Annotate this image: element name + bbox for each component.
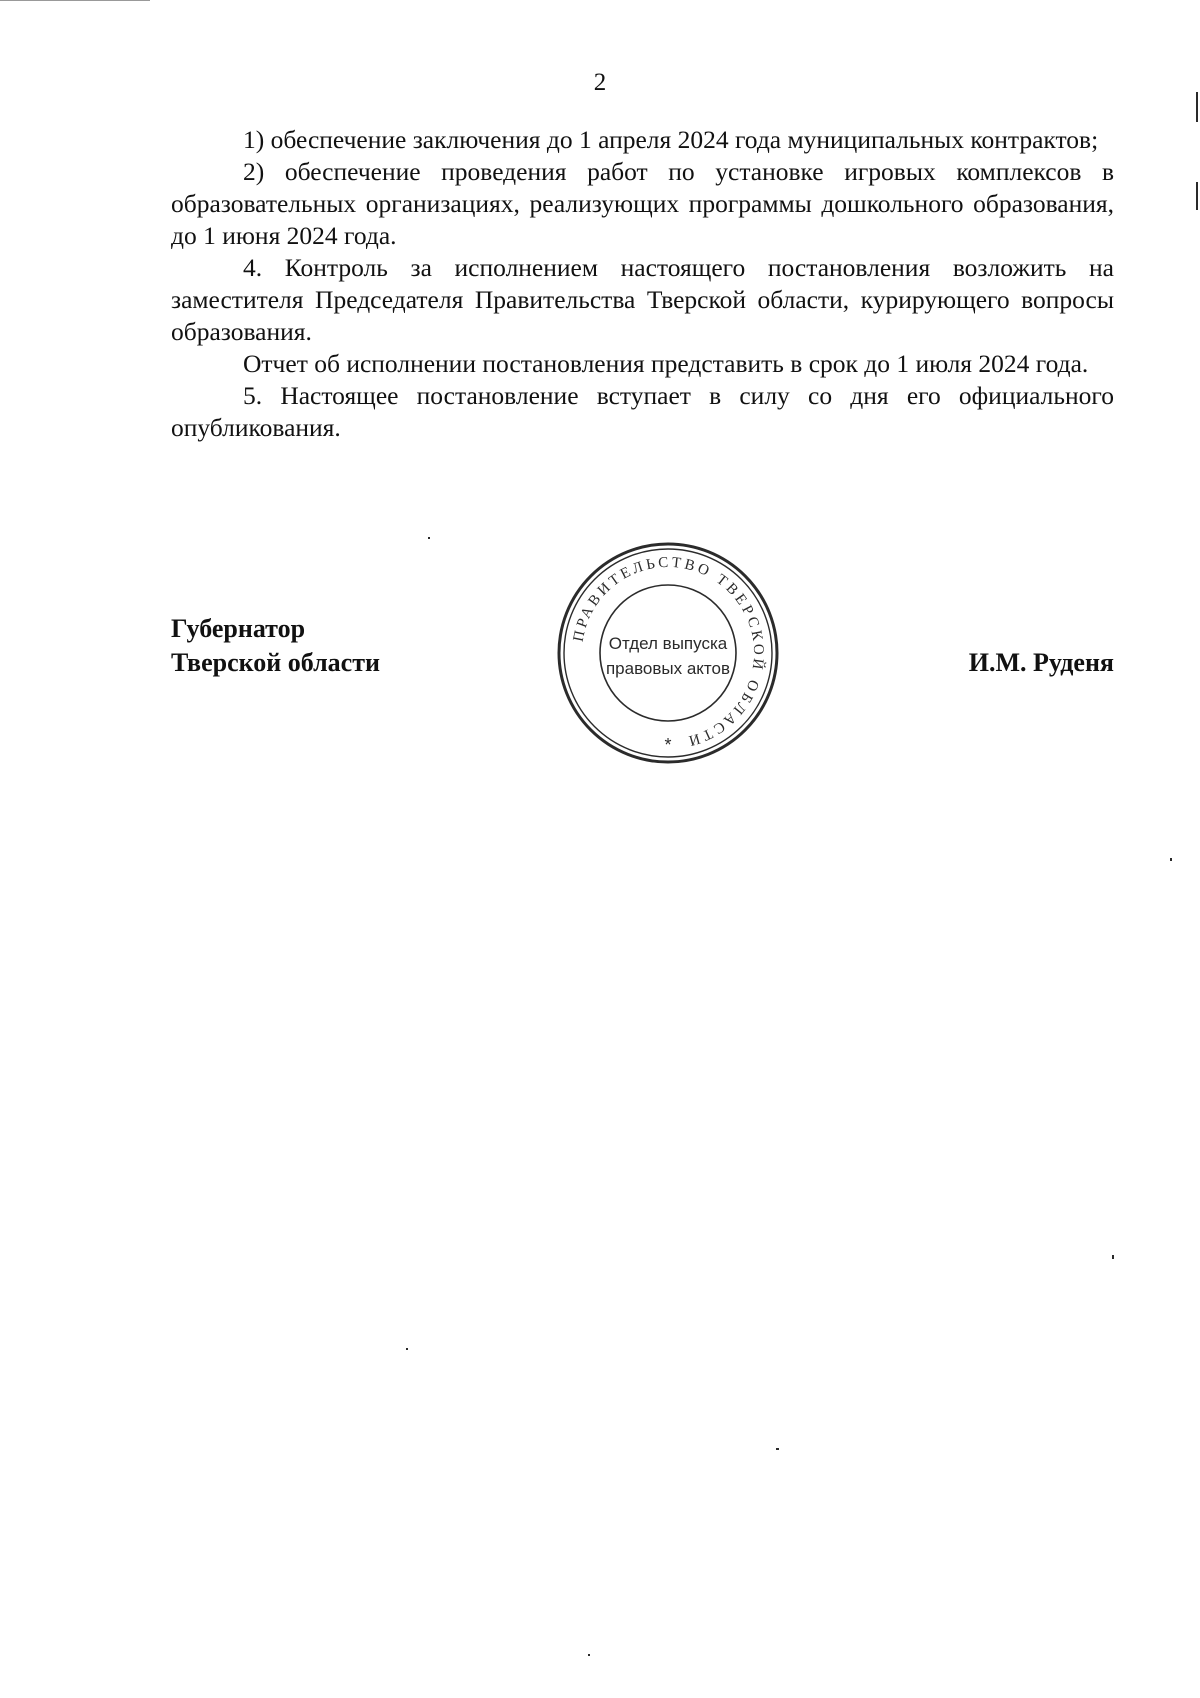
stamp-center-line1: Отдел выпуска	[608, 634, 728, 653]
scan-edge-mark	[1196, 92, 1198, 122]
paragraph-effective-date: 5. Настоящее постановление вступает в силу со дня его официального опубликования.	[171, 381, 1114, 442]
scan-dot	[776, 1448, 779, 1450]
stamp-center-line2: правовых актов	[605, 659, 731, 678]
paragraph-item-2: 2) обеспечение проведения работ по установке игровых комплексов в образовательных организациях, реализующих программы дошкольного образования, до 1 июня 2024 года.	[171, 157, 1114, 250]
signatory-name: И.М. Руденя	[968, 648, 1114, 677]
scan-edge-mark	[0, 0, 150, 1]
signatory-position-line1: Губернатор	[171, 614, 306, 643]
stamp-star-icon: *	[664, 735, 672, 755]
scan-dot	[1112, 1255, 1114, 1259]
scan-dot	[588, 1654, 590, 1656]
signatory-position-line2: Тверской области	[171, 648, 380, 677]
paragraph-report: Отчет об исполнении постановления представить в срок до 1 июля 2024 года.	[243, 349, 1089, 378]
page-number: 2	[593, 69, 607, 96]
official-stamp	[556, 541, 780, 765]
scan-dot	[1170, 858, 1172, 861]
scan-dot	[406, 1348, 408, 1350]
scan-dot	[428, 537, 430, 539]
signatory-position	[171, 612, 380, 680]
paragraph-item-1: 1) обеспечение заключения до 1 апреля 2024 года муниципальных контрактов;	[243, 125, 1099, 154]
stamp-ring-text: ПРАВИТЕЛЬСТВО ТВЕРСКОЙ ОБЛАСТИ	[570, 554, 767, 750]
paragraph-control: 4. Контроль за исполнением настоящего постановления возложить на заместителя Председателя Правительства Тверской области, курирующего вопросы образования.	[171, 253, 1114, 346]
document-body	[171, 124, 1114, 444]
scan-edge-mark	[1196, 182, 1198, 210]
